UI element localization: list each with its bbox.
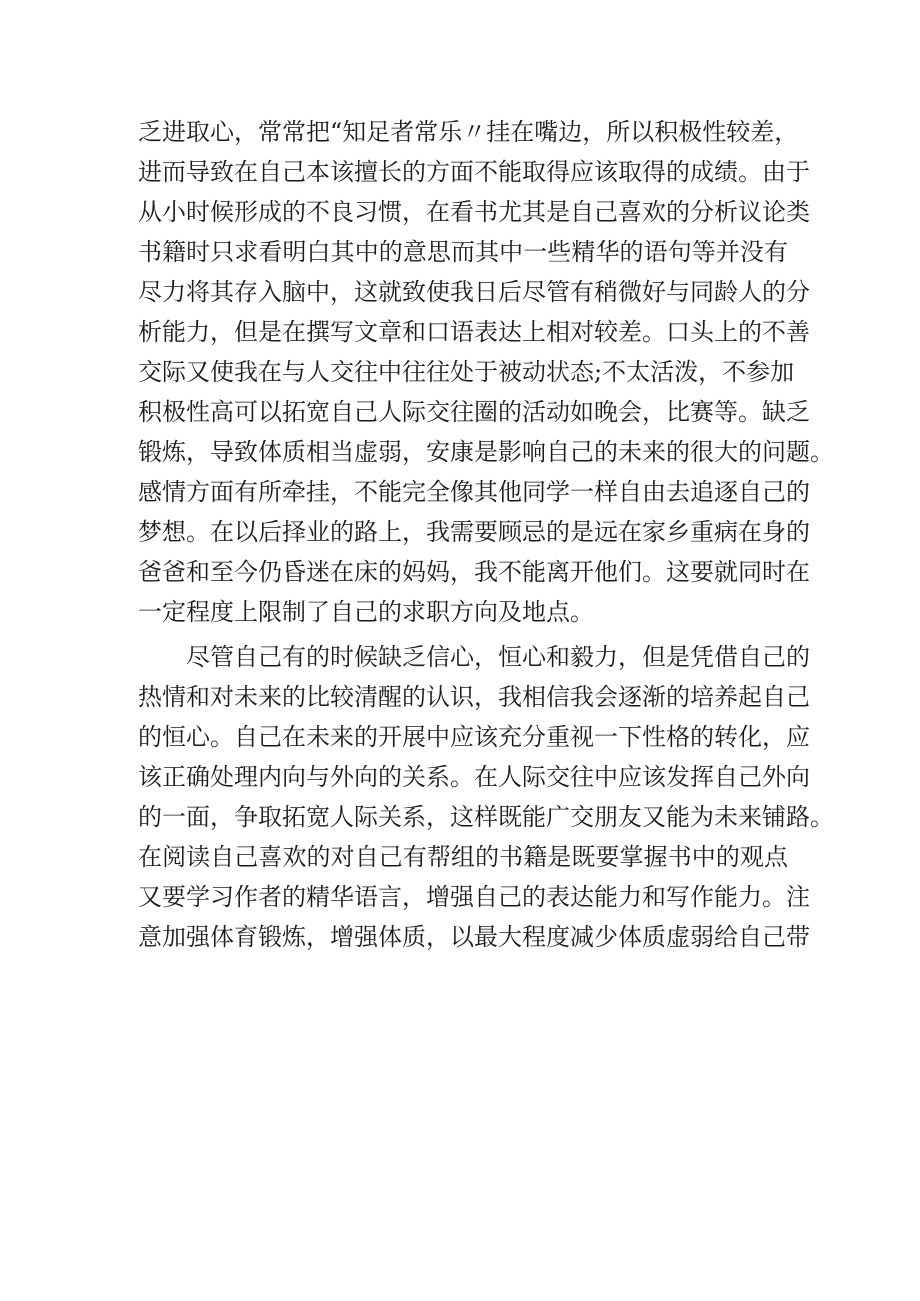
text-line: 该正确处理内向与外向的关系。在人际交往中应该发挥自己外向: [138, 763, 810, 791]
text-line: 爸爸和至今仍昏迷在床的妈妈，我不能离开他们。这要就同时在: [138, 558, 810, 586]
text-line: 锻炼，导致体质相当虚弱，安康是影响自己的未来的很大的问题。: [138, 438, 834, 466]
text-line: 的一面，争取拓宽人际关系，这样既能广交朋友又能为未来铺路。: [138, 803, 834, 831]
text-line: 又要学习作者的精华语言，增强自己的表达能力和写作能力。注: [138, 883, 810, 911]
text-line: 析能力，但是在撰写文章和口语表达上相对较差。口头上的不善: [138, 318, 810, 346]
text-line: 意加强体育锻炼，增强体质，以最大程度减少体质虚弱给自己带: [138, 923, 810, 951]
text-line: 一定程度上限制了自己的求职方向及地点。: [138, 598, 594, 626]
text-line: 在阅读自己喜欢的对自己有帮组的书籍是既要掌握书中的观点: [138, 843, 788, 871]
text-line: 梦想。在以后择业的路上，我需要顾忌的是远在家乡重病在身的: [138, 518, 810, 546]
text-line: 进而导致在自己本该擅长的方面不能取得应该取得的成绩。由于: [138, 158, 810, 186]
text-line: 交际又使我在与人交往中往往处于被动状态;不太活泼，不参加: [138, 358, 795, 386]
text-line: 尽管自己有的时候缺乏信心，恒心和毅力，但是凭借自己的: [186, 643, 810, 671]
body-text: [138, 112, 834, 957]
text-line: 书籍时只求看明白其中的意思而其中一些精华的语句等并没有: [138, 238, 788, 266]
paragraph-1: [138, 112, 834, 632]
text-line: 尽力将其存入脑中，这就致使我日后尽管有稍微好与同龄人的分: [138, 278, 810, 306]
text-line: 积极性高可以拓宽自己人际交往圈的活动如晚会，比赛等。缺乏: [138, 398, 810, 426]
paragraph-2: [138, 637, 834, 957]
text-line: 的恒心。自己在未来的开展中应该充分重视一下性格的转化，应: [138, 723, 810, 751]
text-line: 感情方面有所牵挂，不能完全像其他同学一样自由去追逐自己的: [138, 478, 810, 506]
text-line: 从小时候形成的不良习惯，在看书尤其是自己喜欢的分析议论类: [138, 198, 810, 226]
text-line: 热情和对未来的比较清醒的认识，我相信我会逐渐的培养起自己: [138, 683, 810, 711]
text-line: 乏进取心，常常把“知足者常乐〃挂在嘴边，所以积极性较差，: [138, 118, 799, 146]
